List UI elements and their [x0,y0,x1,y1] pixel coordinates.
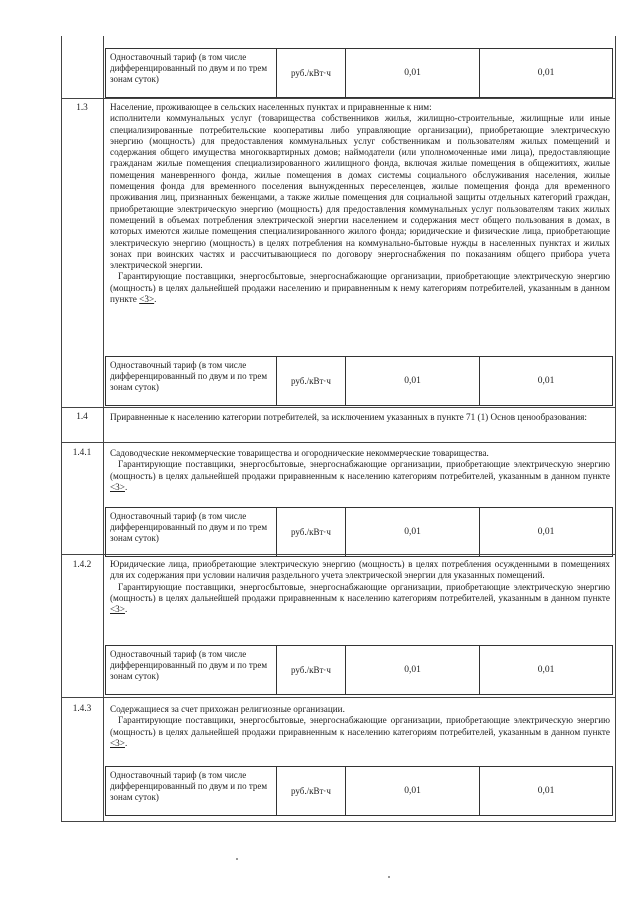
guarantee-text: Гарантирующие поставщики, энергосбытовые, энергоснабжающие организации, приобретающие электрическую энергию (мощность) в целях дальнейшей продажи населению и приравненным к нему категориям потребителей, указанным в данном пункте [110,271,610,305]
section-guarantee: Гарантирующие поставщики, энергосбытовые, энергоснабжающие организации, приобретающие электрическую энергию (мощность) в целях дальнейшей продажи приравненным к населению категориям потребителей, указанным в данном пункте <3>. [110,715,610,748]
tariff-unit: руб./кВт·ч [277,49,346,97]
tariff-value-1: 0,01 [346,508,480,556]
section-guarantee: Гарантирующие поставщики, энергосбытовые, энергоснабжающие организации, приобретающие электрическую энергию (мощность) в целях дальнейшей продажи приравненным к населению категориям потребителей, указанным в данном пункте <3>. [110,581,610,615]
row-separator [61,442,616,443]
tariff-value-2: 0,01 [537,665,555,675]
footnote-ref: <3> [139,294,155,305]
section-text [110,412,610,423]
tariff-label: Одноставочный тариф (в том числе дифференцированный по двум и по трем зонам суток) [106,767,277,815]
tariff-unit: руб./кВт·ч [277,767,346,815]
tariff-label: Одноставочный тариф (в том числе дифференцированный по двум и по трем зонам суток) [106,357,277,405]
section-heading: Содержащиеся за счет прихожан религиозные организации. [110,704,345,714]
tariff-label: Одноставочный тариф (в том числе дифференцированный по двум и по трем зонам суток) [106,646,277,694]
tariff-unit: руб./кВт·ч [277,646,346,694]
tariff-value-1: 0,01 [346,646,480,694]
footnote-ref: <3> [110,737,125,748]
section-guarantee: Гарантирующие поставщики, энергосбытовые, энергоснабжающие организации, приобретающие электрическую энергию (мощность) в целях дальнейшей продажи населению и приравненным к нему категориям потребителей, указанным в данном пункте <3>. [110,271,610,305]
guarantee-text: Гарантирующие поставщики, энергосбытовые, энергоснабжающие организации, приобретающие электрическую энергию (мощность) в целях дальнейшей продажи приравненным к населению категориям потребителей, указанным в данном пункте [110,715,610,737]
tariff-unit: руб./кВт·ч [277,508,346,556]
footnote-ref: <3> [110,604,125,615]
table-right-border [615,36,616,821]
section-number: 1.4.1 [72,448,92,458]
tariff-row [105,766,613,816]
section-number: 1.3 [76,103,88,113]
section-heading: Юридические лица, приобретающие электрическую энергию (мощность) в целях потребления осужденными в помещениях для их содержания при условии наличия раздельного учета электрической энергии для указанных помещений. [110,559,610,581]
scan-speck [236,858,238,860]
tariff-value-1: 0,01 [346,767,480,815]
tariff-row [105,645,613,695]
section-guarantee: Гарантирующие поставщики, энергосбытовые, энергоснабжающие организации, приобретающие электрическую энергию (мощность) в целях дальнейшей продажи приравненным к населению категориям потребителей, указанным в данном пункте <3>. [110,459,610,492]
tariff-row [105,48,613,98]
guarantee-text: Гарантирующие поставщики, энергосбытовые, энергоснабжающие организации, приобретающие электрическую энергию (мощность) в целях дальнейшей продажи приравненным к населению категориям потребителей, указанным в данном пункте [110,581,610,603]
section-text [110,704,610,749]
section-text [110,102,610,305]
section-text [110,448,610,493]
row-separator [61,407,616,408]
section-number: 1.4.3 [72,704,92,714]
guarantee-text: Гарантирующие поставщики, энергосбытовые, энергоснабжающие организации, приобретающие электрическую энергию (мощность) в целях дальнейшей продажи приравненным к населению категориям потребителей, указанным в данном пункте [110,459,610,481]
tariff-unit: руб./кВт·ч [277,357,346,405]
section-heading: Приравненные к населению категории потребителей, за исключением указанных в пункте 71 (1) Основ ценообразования: [110,412,587,422]
section-heading: Садоводческие некоммерческие товарищества и огороднические некоммерческие товарищества. [110,448,489,458]
row-separator [61,98,616,99]
row-separator [61,554,616,555]
table-number-column-border [103,36,104,821]
tariff-value-2: 0,01 [537,376,555,386]
footnote-ref: <3> [110,481,125,492]
row-separator [61,697,616,698]
tariff-row [105,356,613,406]
section-heading: Население, проживающее в сельских населенных пунктах и приравненные к ним: [110,102,432,112]
tariff-value-2: 0,01 [537,68,555,78]
tariff-row [105,507,613,557]
section-body: исполнители коммунальных услуг (товарищества собственников жилья, жилищно-строительные, жилищные или иные специализированные потребительские кооперативы либо управляющие организации), приобретающие электрическую энергию (мощность) для предоставления коммунальных услуг собственникам и пользователям жилых помещений и содержания общего имущества многоквартирных домов; наймодатели (или уполномоченные ими лица), предоставляющие гражданам жилые помещения специализированного жилищного фонда, включая жилые помещения в общежитиях, жилые помещения маневренного фонда, жилые помещения в домах системы социального обслуживания населения, жилые помещения фонда для временного поселения вынужденных переселенцев, жилые помещения фонда для временного проживания лиц, признанных беженцами, а также жилые помещения для социальной защиты отдельных категорий граждан, приобретающие электрическую энергию (мощность) для предоставления коммунальных услуг пользователям таких жилых помещений в объемах потребления электрической энергии населением и содержания мест общего пользования в домах, в которых имеются жилые помещения специализированного жилого фонда; юридические и физические лица, приобретающие электрическую энергию (мощность) в целях потребления на коммунально-бытовые нужды в населенных пунктах и жилых зонах при воинских частях и рассчитывающиеся по договору энергоснабжения по показаниям общего прибора учета электрической энергии. [110,113,610,271]
tariff-label: Одноставочный тариф (в том числе дифференцированный по двум и по трем зонам суток) [106,508,277,556]
section-text [110,559,610,615]
section-number: 1.4 [76,412,88,422]
tariff-value-1: 0,01 [346,357,480,405]
tariff-value-2: 0,01 [537,786,555,796]
tariff-value-2: 0,01 [537,527,555,537]
table-bottom-border [61,821,616,822]
section-number: 1.4.2 [72,560,92,570]
scan-speck [388,876,390,878]
tariff-value-1: 0,01 [346,49,480,97]
tariff-label: Одноставочный тариф (в том числе дифференцированный по двум и по трем зонам суток) [106,49,277,97]
